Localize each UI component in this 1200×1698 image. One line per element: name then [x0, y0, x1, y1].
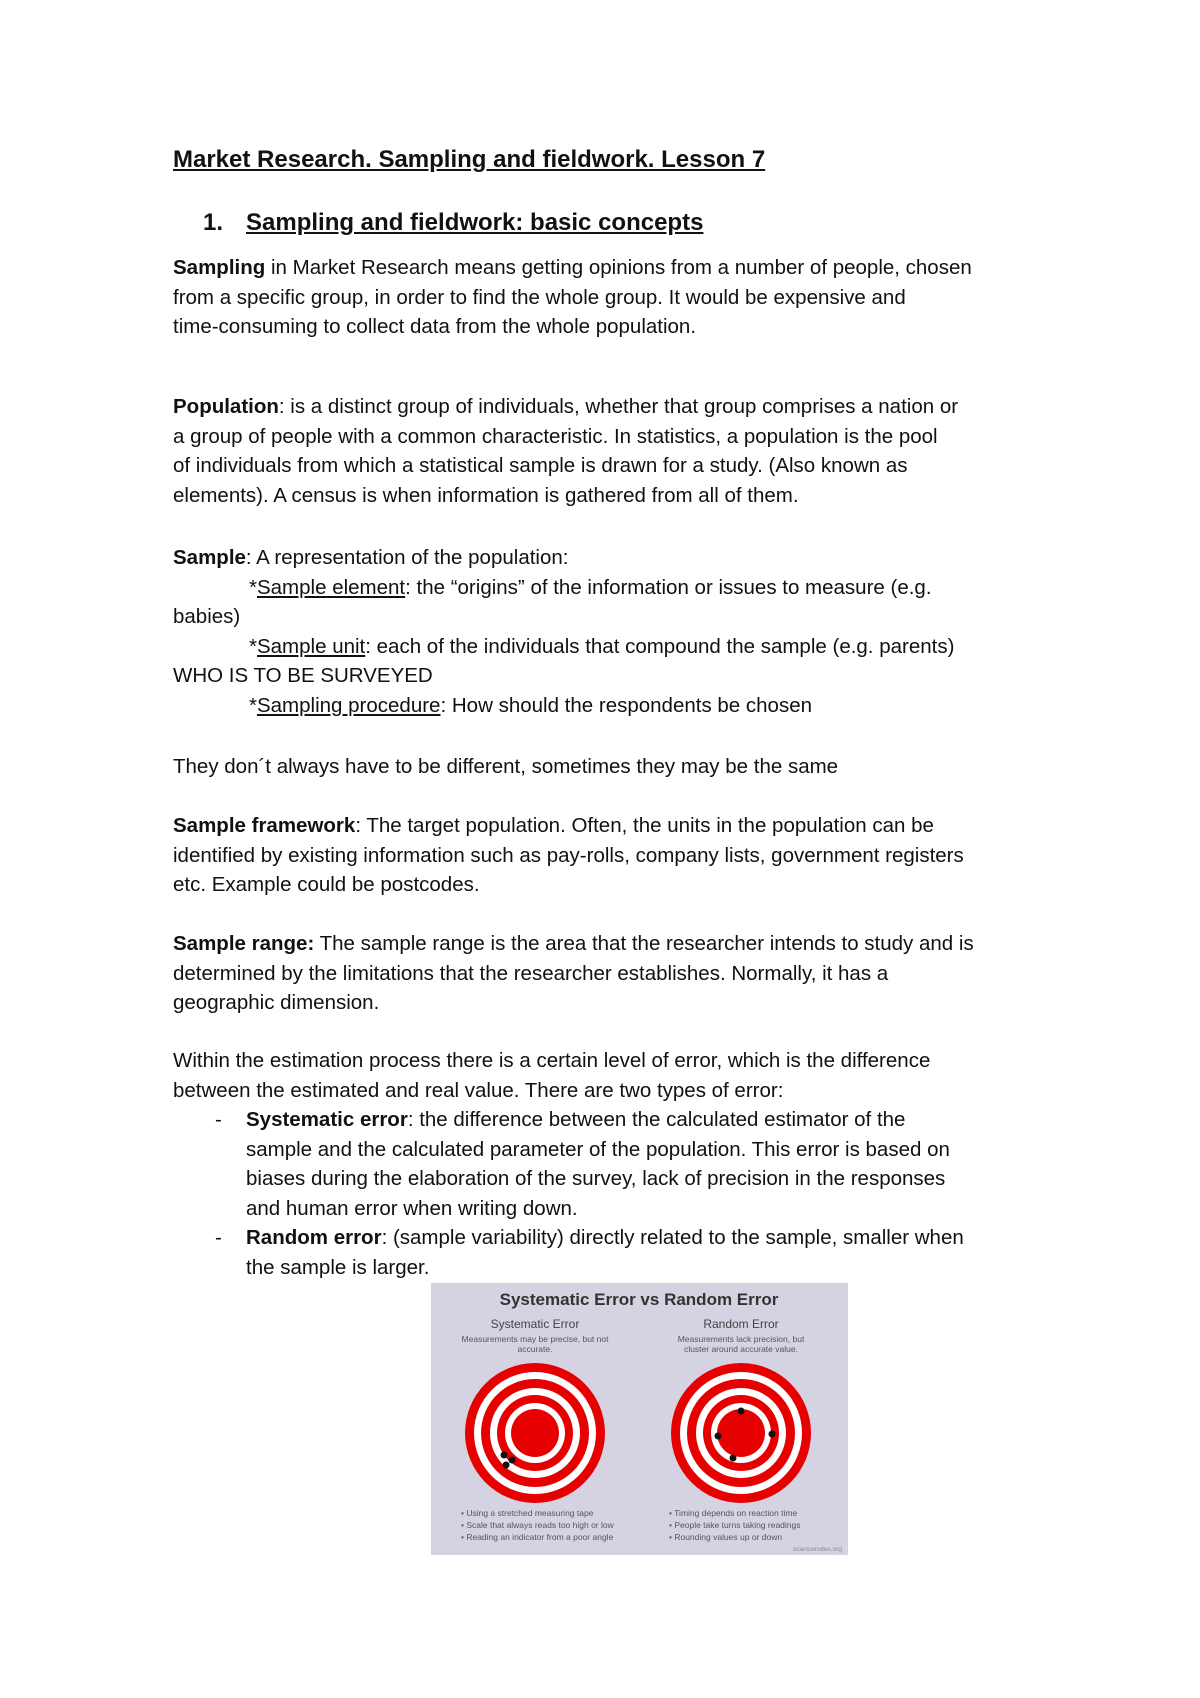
error-paragraph: [173, 1046, 1073, 1105]
framework-line: etc. Example could be postcodes.: [173, 873, 480, 896]
right-bullet: • Rounding values up or down: [669, 1532, 783, 1542]
sample-unit-cont: WHO IS TO BE SURVEYED: [173, 664, 433, 687]
section-title: Sampling and fieldwork: basic concepts: [246, 209, 704, 236]
systematic-target: [465, 1363, 605, 1503]
random-target: [671, 1363, 811, 1503]
range-line: The sample range is the area that the researcher intends to study and is: [314, 932, 974, 955]
sampling-line: time-consuming to collect data from the whole population.: [173, 315, 697, 338]
range-term: Sample range:: [173, 932, 315, 955]
error-line: Within the estimation process there is a certain level of error, which is the difference: [173, 1049, 931, 1072]
range-line: geographic dimension.: [173, 991, 380, 1014]
target-hit: [730, 1455, 737, 1462]
left-bullet: • Reading an indicator from a poor angle: [461, 1532, 614, 1542]
systematic-error-term: Systematic error: [246, 1108, 408, 1131]
framework-term: Sample framework: [173, 814, 356, 837]
target-hit: [509, 1457, 516, 1464]
list-dash: -: [215, 1108, 222, 1131]
right-bullet: • Timing depends on reaction time: [669, 1508, 798, 1518]
right-bullet: • People take turns taking readings: [669, 1520, 801, 1530]
random-line: the sample is larger.: [246, 1255, 430, 1279]
sample-unit-text: : each of the individuals that compound the sample (e.g. parents): [365, 634, 955, 658]
target-hit: [769, 1431, 776, 1438]
left-bullet: • Scale that always reads too high or low: [461, 1520, 614, 1530]
sample-element-term: Sample element: [256, 575, 406, 599]
sample-element-text: : the “origins” of the information or issues to measure (e.g.: [405, 575, 932, 599]
systematic-line: and human error when writing down.: [246, 1196, 578, 1220]
sample-unit-term: Sample unit: [256, 634, 366, 658]
sampling-procedure-term: Sampling procedure: [256, 693, 441, 717]
figure-credit: sciencenotes.org: [792, 1546, 842, 1553]
framework-paragraph: [173, 811, 1073, 900]
target-hit: [501, 1452, 508, 1459]
population-paragraph: [173, 392, 1073, 510]
framework-line: : The target population. Often, the units in the population can be: [355, 814, 934, 837]
sampling-term: Sampling: [173, 256, 266, 279]
right-heading: Random Error: [703, 1317, 779, 1331]
population-line: of individuals from which a statistical sample is drawn for a study. (Also known as: [173, 454, 908, 477]
framework-line: identified by existing information such as pay-rolls, company lists, government registers: [173, 843, 964, 867]
systematic-line: sample and the calculated parameter of the population. This error is based on: [246, 1137, 950, 1161]
sample-note: [173, 752, 1073, 782]
sampling-line: from a specific group, in order to find the whole group. It would be expensive and: [173, 285, 906, 309]
sampling-procedure-text: : How should the respondents be chosen: [440, 693, 812, 717]
range-line: determined by the limitations that the researcher establishes. Normally, it has a: [173, 961, 889, 985]
document-title: Market Research. Sampling and fieldwork. Lesson 7: [173, 146, 766, 173]
left-desc: Measurements may be precise, but not: [461, 1334, 609, 1344]
sampling-paragraph: [173, 253, 1073, 342]
sampling-line: in Market Research means getting opinions from a number of people, chosen: [265, 256, 972, 279]
random-line: : (sample variability) directly related to the sample, smaller when: [381, 1226, 964, 1249]
figure-title: Systematic Error vs Random Error: [499, 1290, 779, 1309]
target-hit: [715, 1433, 722, 1440]
list-dash: -: [215, 1226, 222, 1249]
list-item-systematic-error: [173, 1105, 1073, 1223]
systematic-line: : the difference between the calculated estimator of the: [407, 1108, 906, 1131]
population-line: a group of people with a common characteristic. In statistics, a population is the pool: [173, 424, 938, 448]
error-line: between the estimated and real value. There are two types of error:: [173, 1078, 784, 1102]
section-number: 1.: [203, 209, 224, 236]
population-term: Population: [173, 395, 279, 418]
error-types-list: [173, 1105, 1073, 1282]
sample-paragraph: Sample: A representation of the population: *Sample element: the “origins” of the information or issues to measure (e.g. babies) *Sample unit: each of the individuals that compound the sample (e.g. parents) WHO IS TO BE SURVEYED *Sampling procedure: How should the respondents be chosen: [173, 543, 1073, 720]
left-bullet: • Using a stretched measuring tape: [461, 1508, 594, 1518]
systematic-line: biases during the elaboration of the survey, lack of precision in the responses: [246, 1167, 946, 1190]
range-paragraph: [173, 929, 1073, 1018]
sample-intro: : A representation of the population:: [245, 546, 569, 569]
list-item-random-error: [173, 1223, 1073, 1282]
right-desc: Measurements lack precision, but: [677, 1334, 805, 1344]
sample-note-text: They don´t always have to be different, sometimes they may be the same: [173, 755, 839, 778]
error-comparison-figure: [431, 1283, 848, 1555]
right-desc: cluster around accurate value.: [684, 1344, 798, 1354]
section-heading: [203, 209, 703, 237]
population-line: : is a distinct group of individuals, whether that group comprises a nation or: [278, 395, 959, 418]
target-hit: [738, 1408, 745, 1415]
left-desc: accurate.: [517, 1344, 553, 1354]
left-heading: Systematic Error: [490, 1317, 580, 1331]
population-line: elements). A census is when information is gathered from all of them.: [173, 483, 799, 507]
random-error-term: Random error: [246, 1226, 382, 1249]
sample-element-cont: babies): [173, 605, 241, 628]
target-hit: [503, 1462, 510, 1469]
sample-term: Sample: [173, 546, 246, 569]
